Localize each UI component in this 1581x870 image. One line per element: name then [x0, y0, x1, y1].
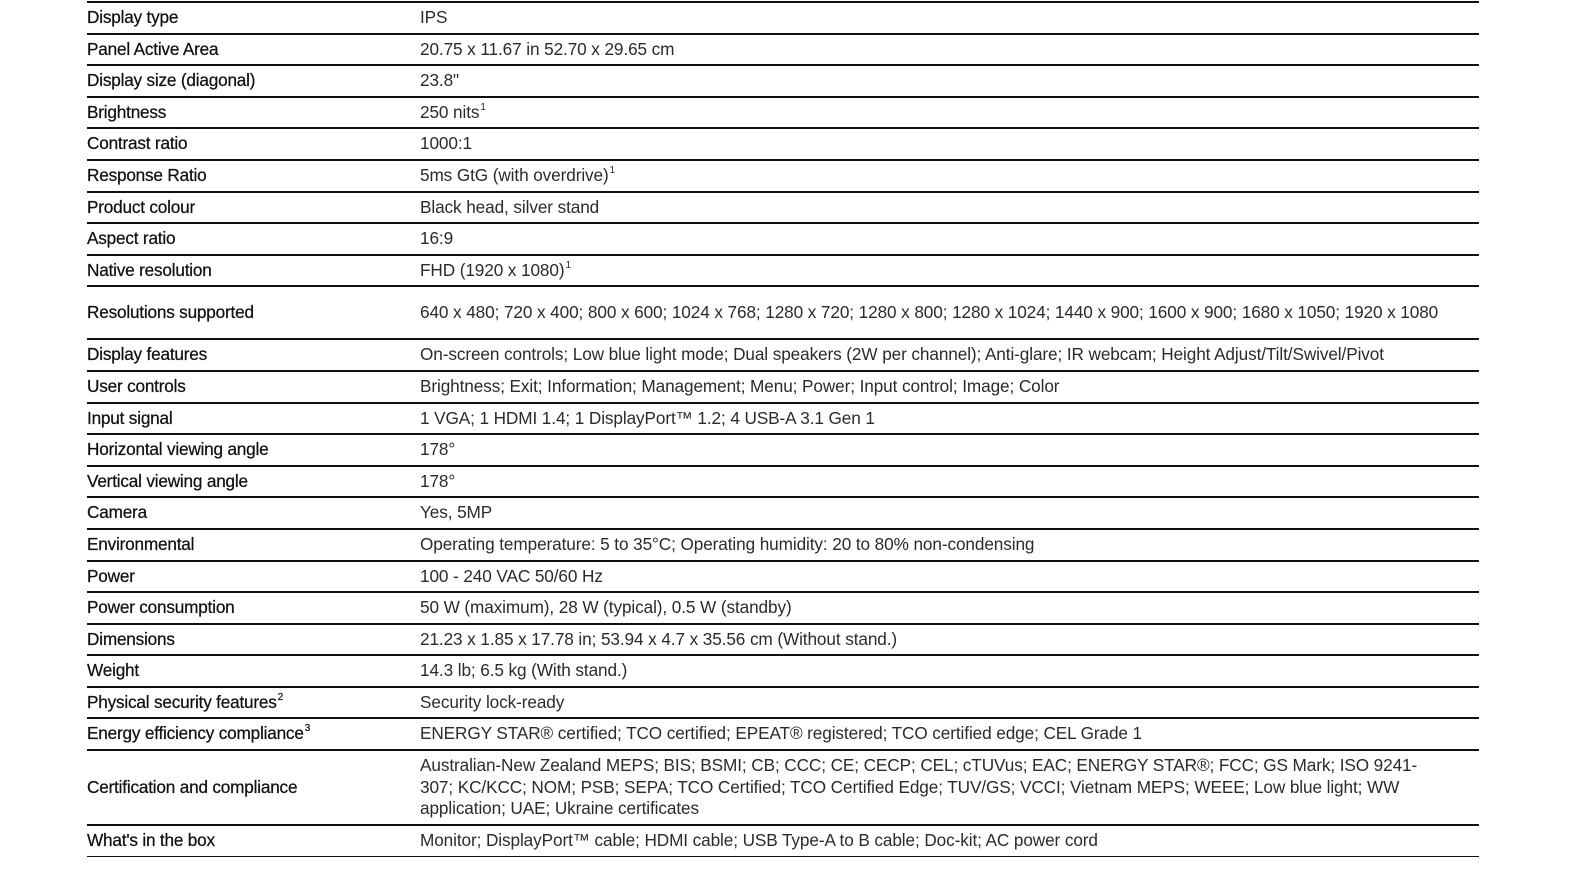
spec-row-input-signal: [87, 403, 1479, 435]
footnote-marker: 1: [480, 101, 486, 113]
spec-label: Aspect ratio: [87, 228, 176, 249]
spec-value: 5ms GtG (with overdrive): [420, 164, 609, 185]
spec-row-power: [87, 561, 1479, 593]
spec-value: 178°: [420, 470, 456, 491]
footnote-marker: 2: [277, 691, 284, 703]
spec-value: 23.8": [420, 70, 460, 91]
footnote-marker: 1: [609, 164, 616, 176]
spec-label: User controls: [87, 375, 186, 396]
spec-label: Weight: [87, 660, 139, 681]
spec-value: 21.23 x 1.85 x 17.78 in; 53.94 x 4.7 x 35.56 cm (Without stand.): [420, 628, 898, 649]
spec-row-display-size: [87, 65, 1479, 97]
spec-value-cell: [420, 160, 1479, 192]
spec-row-user-controls: [87, 371, 1479, 403]
spec-row-power-consumption: [87, 592, 1479, 624]
spec-row-contrast-ratio: [87, 128, 1479, 160]
spec-row-horizontal-viewing-angle: [87, 434, 1479, 466]
spec-row-vertical-viewing-angle: [87, 466, 1479, 498]
spec-label: Power consumption: [87, 597, 235, 618]
spec-label: Contrast ratio: [87, 133, 188, 154]
spec-label: Brightness: [87, 101, 167, 122]
spec-value: 1000:1: [420, 133, 472, 154]
footnote-marker: 1: [565, 259, 571, 271]
spec-label: Energy efficiency compliance: [87, 723, 304, 744]
spec-value: 1 VGA; 1 HDMI 1.4; 1 DisplayPort™ 1.2; 4 USB-A 3.1 Gen 1: [420, 407, 875, 428]
spec-row-resolutions-supported: [87, 286, 1479, 339]
spec-value: Australian-New Zealand MEPS; BIS; BSMI; CB; CCC; CE; CECP; CEL; cTUVus; EAC; ENERGY STAR®; FCC; GS Mark; ISO 9241-307; KC/KCC; NOM; PSB; SEPA; TCO Certified; TCO Certified Edge; TUV/GS; VCCI; Vietnam MEPS; WEEE; Low blue light; WW application; UAE; Ukraine certificates: [420, 755, 1418, 819]
spec-value: 50 W (maximum), 28 W (typical), 0.5 W (standby): [420, 597, 792, 618]
spec-label: Power: [87, 565, 135, 586]
spec-value: Brightness; Exit; Information; Management; Menu; Power; Input control; Image; Color: [420, 375, 1060, 396]
spec-label: Environmental: [87, 533, 195, 554]
spec-value: Monitor; DisplayPort™ cable; HDMI cable; USB Type-A to B cable; Doc-kit; AC power cord: [420, 830, 1098, 851]
spec-label: Vertical viewing angle: [87, 470, 248, 491]
spec-value: 14.3 lb; 6.5 kg (With stand.): [420, 660, 628, 681]
spec-label: Display size (diagonal): [87, 70, 256, 91]
spec-label: What's in the box: [87, 830, 215, 851]
spec-value: Yes, 5MP: [420, 502, 493, 523]
spec-label: Product colour: [87, 196, 196, 217]
spec-row-physical-security: [87, 687, 1479, 719]
spec-value: Black head, silver stand: [420, 196, 600, 217]
spec-label: Native resolution: [87, 259, 212, 280]
spec-value: On-screen controls; Low blue light mode; Dual speakers (2W per channel); Anti-glare; IR webcam; Height Adjust/Tilt/Swivel/Pivot: [420, 344, 1384, 365]
spec-value: 16:9: [420, 228, 454, 249]
spec-row-energy-efficiency: [87, 718, 1479, 750]
spec-value: 250 nits: [420, 101, 480, 122]
spec-row-display-type: [87, 2, 1479, 34]
spec-value: Operating temperature: 5 to 35°C; Operating humidity: 20 to 80% non-condensing: [420, 533, 1035, 554]
footnote-marker: 3: [304, 723, 311, 735]
spec-value: FHD (1920 x 1080): [420, 259, 565, 280]
spec-row-display-features: [87, 339, 1479, 371]
spec-value-cell: [420, 97, 1479, 129]
spec-label: Resolutions supported: [87, 302, 254, 323]
spec-value: 100 - 240 VAC 50/60 Hz: [420, 565, 603, 586]
spec-row-product-colour: [87, 192, 1479, 224]
spec-label: Response Ratio: [87, 164, 207, 185]
spec-row-weight: [87, 655, 1479, 687]
spec-row-aspect-ratio: [87, 223, 1479, 255]
spec-row-response-ratio: [87, 160, 1479, 192]
spec-label: Panel Active Area: [87, 38, 219, 59]
spec-value: 640 x 480; 720 x 400; 800 x 600; 1024 x 768; 1280 x 720; 1280 x 800; 1280 x 1024; 1440 x 900; 1600 x 900; 1680 x 1050; 1920 x 1080: [420, 302, 1439, 323]
spec-value: 178°: [420, 439, 456, 460]
spec-value: 20.75 x 11.67 in 52.70 x 29.65 cm: [420, 38, 675, 59]
spec-table: [87, 1, 1479, 857]
spec-row-certification: [87, 750, 1479, 825]
spec-row-whats-in-the-box: [87, 825, 1479, 856]
spec-value: ENERGY STAR® certified; TCO certified; EPEAT® registered; TCO certified edge; CEL Grade 1: [420, 723, 1143, 744]
spec-value: IPS: [420, 7, 448, 27]
spec-row-environmental: [87, 529, 1479, 561]
spec-row-brightness: [87, 97, 1479, 129]
spec-label: Input signal: [87, 407, 173, 428]
spec-label-cell: [87, 718, 420, 750]
spec-value-cell: [420, 255, 1479, 287]
spec-label: Display type: [87, 7, 179, 27]
spec-row-native-resolution: [87, 255, 1479, 287]
spec-label: Physical security features: [87, 691, 277, 712]
spec-label: Certification and compliance: [87, 776, 298, 797]
spec-label: Horizontal viewing angle: [87, 439, 269, 460]
spec-label: Camera: [87, 502, 147, 523]
spec-label-cell: [87, 687, 420, 719]
spec-label: Display features: [87, 344, 208, 365]
spec-label: Dimensions: [87, 628, 175, 649]
spec-row-camera: [87, 497, 1479, 529]
spec-row-dimensions: [87, 624, 1479, 656]
spec-row-panel-active-area: [87, 34, 1479, 66]
spec-value: Security lock-ready: [420, 691, 565, 712]
